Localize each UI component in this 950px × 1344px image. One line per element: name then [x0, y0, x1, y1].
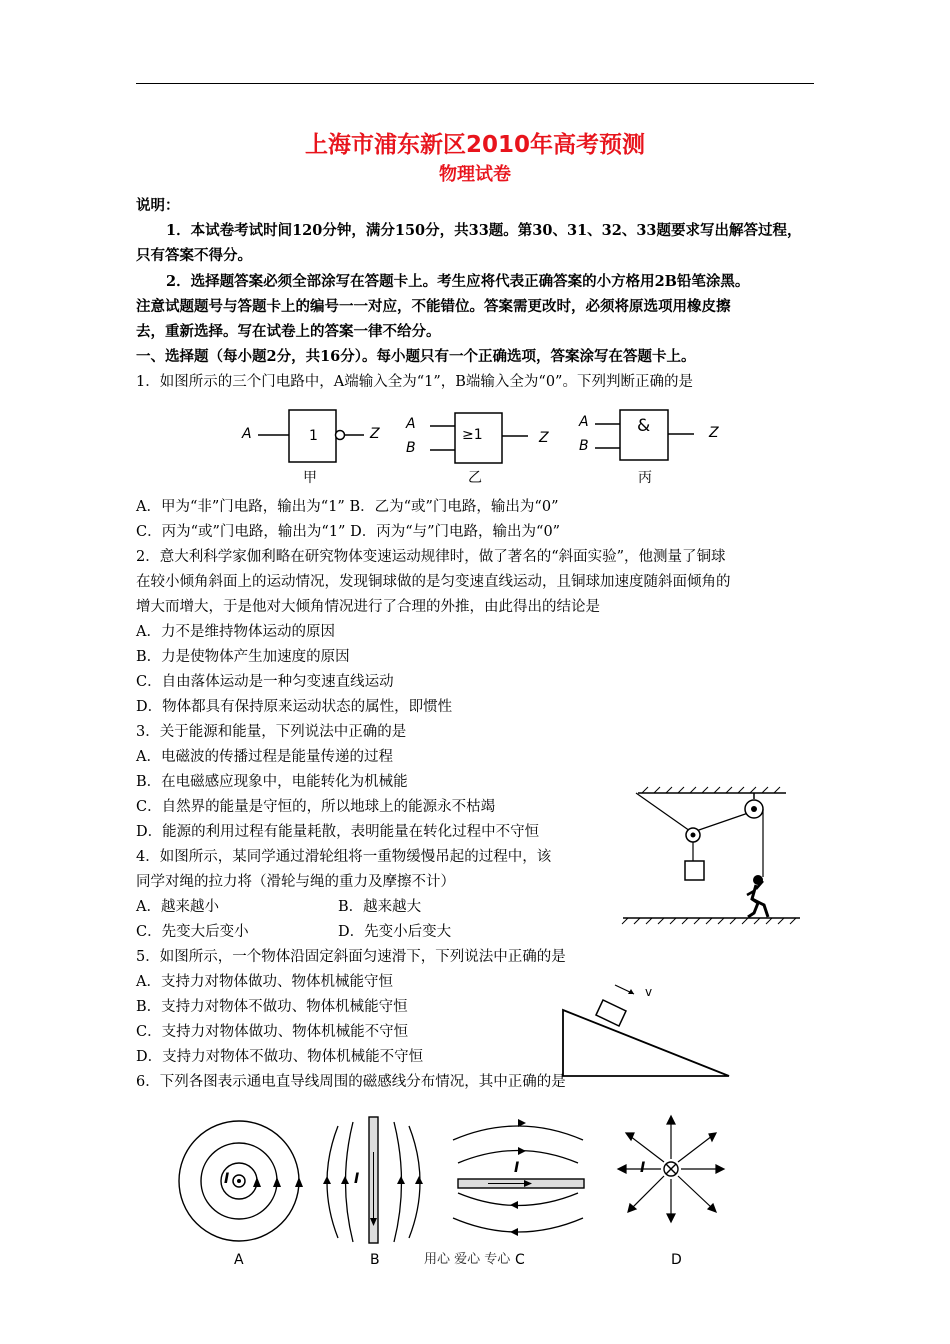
field-figure-c	[448, 1118, 598, 1238]
gate-jia-input-a: A	[242, 426, 252, 442]
fig-d-current-label: I	[640, 1160, 646, 1176]
gate-bing-input-b: B	[579, 438, 589, 454]
gate-yi-caption: 乙	[468, 470, 482, 486]
instruction-2b: 注意试题题号与答题卡上的编号一一对应，不能错位。答案需更改时，必须将原选项用橡皮擦	[136, 298, 731, 315]
q4-option-b: B．越来越大	[338, 899, 422, 915]
field-figure-b	[318, 1112, 428, 1252]
gate-yi-symbol: ≥1	[462, 427, 483, 443]
q3-option-c: C．自然界的能量是守恒的，所以地球上的能源永不枯竭	[136, 799, 496, 815]
q2-option-b: B．力是使物体产生加速度的原因	[136, 649, 350, 665]
field-figure-d	[612, 1112, 742, 1227]
q6-stem: 6．下列各图表示通电直导线周围的磁感线分布情况，其中正确的是	[136, 1074, 566, 1090]
fig-c-caption: C	[515, 1252, 525, 1268]
q4-stem-1: 4．如图所示，某同学通过滑轮组将一重物缓慢吊起的过程中，该	[136, 849, 552, 865]
page-title: 上海市浦东新区2010年高考预测	[304, 132, 645, 158]
gate-jia-output-z: Z	[370, 426, 380, 442]
pulley-figure	[618, 785, 803, 925]
fig-b-caption: B	[370, 1252, 380, 1268]
q5-option-d: D．支持力对物体不做功、物体机械能不守恒	[136, 1049, 424, 1065]
rope-left	[636, 793, 690, 831]
q2-stem-3: 增大而增大，于是他对大倾角情况进行了合理的外推，由此得出的结论是	[136, 599, 600, 615]
gate-bing-output-z: Z	[709, 425, 719, 441]
gate-yi-input-a: A	[406, 416, 416, 432]
q2-stem-2: 在较小倾角斜面上的运动情况，发现铜球做的是匀变速直线运动，且铜球加速度随斜面倾角的	[136, 574, 731, 590]
gate-jia-inverter-bubble	[336, 431, 345, 440]
gate-bing-figure	[590, 403, 720, 463]
top-rule	[136, 83, 814, 84]
instruction-1a: 1．本试卷考试时间120分钟，满分150分，共33题。第30、31、32、33题要求写出解答过程，	[166, 222, 802, 239]
gate-bing-caption: 丙	[638, 470, 652, 486]
q2-stem-1: 2．意大利科学家伽利略在研究物体变速运动规律时，做了著名的“斜面实验”，他测量了铜球	[136, 549, 726, 565]
q1-options-cd: C．丙为“或”门电路，输出为“1” D．丙为“与”门电路，输出为“0”	[136, 524, 561, 540]
q4-stem-2: 同学对绳的拉力将（滑轮与绳的重力及摩擦不计）	[136, 874, 455, 890]
q2-option-d: D．物体都具有保持原来运动状态的属性，即惯性	[136, 699, 453, 715]
q1-options-ab: A．甲为“非”门电路，输出为“1” B．乙为“或”门电路，输出为“0”	[136, 499, 559, 515]
person-figure	[747, 875, 768, 917]
q3-option-b: B．在电磁感应现象中，电能转化为机械能	[136, 774, 408, 790]
gate-bing-symbol: &	[637, 416, 651, 436]
section-heading: 一、选择题（每小题2分，共16分）。每小题只有一个正确选项，答案涂写在答题卡上。	[136, 348, 696, 365]
instructions-heading: 说明：	[136, 197, 180, 214]
q5-option-a: A．支持力对物体做功、物体机械能守恒	[136, 974, 393, 990]
gate-yi-figure	[420, 405, 550, 465]
incline-triangle	[563, 1010, 729, 1076]
gate-yi-input-b: B	[406, 440, 416, 456]
fig-d-caption: D	[671, 1252, 682, 1268]
velocity-label: v	[645, 985, 653, 999]
footer-watermark: 用心 爱心 专心	[424, 1252, 511, 1267]
q3-stem: 3．关于能源和能量，下列说法中正确的是	[136, 724, 407, 740]
fig-a-caption: A	[234, 1252, 244, 1268]
gate-yi-output-z: Z	[539, 430, 549, 446]
q5-stem: 5．如图所示，一个物体沿固定斜面匀速滑下，下列说法中正确的是	[136, 949, 566, 965]
gate-jia-symbol: 1	[309, 428, 318, 444]
q2-option-c: C．自由落体运动是一种匀变速直线运动	[136, 674, 394, 690]
q4-option-c: C．先变大后变小	[136, 924, 249, 940]
q4-option-a: A．越来越小	[136, 899, 219, 915]
q5-option-c: C．支持力对物体做功、物体机械能不守恒	[136, 1024, 409, 1040]
instruction-2a: 2．选择题答案必须全部涂写在答题卡上。考生应将代表正确答案的小方格用2B铅笔涂黑。	[166, 273, 750, 290]
instruction-2c: 去，重新选择。写在试卷上的答案一律不给分。	[136, 323, 441, 340]
fig-a-current-label: I	[224, 1171, 230, 1187]
fig-b-current-label: I	[354, 1171, 360, 1187]
q5-option-b: B．支持力对物体不做功、物体机械能守恒	[136, 999, 408, 1015]
instruction-1b: 只有答案不得分。	[136, 247, 252, 264]
q4-option-d: D．先变小后变大	[338, 924, 452, 940]
q2-option-a: A．力不是维持物体运动的原因	[136, 624, 335, 640]
hanging-weight	[685, 861, 704, 880]
rope-mid	[696, 811, 754, 831]
q3-option-d: D．能源的利用过程有能量耗散，表明能量在转化过程中不守恒	[136, 824, 540, 840]
page-subtitle: 物理试卷	[439, 164, 511, 185]
gate-bing-input-a: A	[579, 414, 589, 430]
fig-c-current-label: I	[514, 1160, 520, 1176]
q1-stem: 1．如图所示的三个门电路中，A端输入全为“1”，B端输入全为“0”。下列判断正确的是	[136, 374, 693, 390]
field-figure-a	[172, 1115, 312, 1255]
gate-jia-caption: 甲	[303, 470, 317, 486]
sliding-block	[596, 1000, 626, 1026]
q3-option-a: A．电磁波的传播过程是能量传递的过程	[136, 749, 393, 765]
